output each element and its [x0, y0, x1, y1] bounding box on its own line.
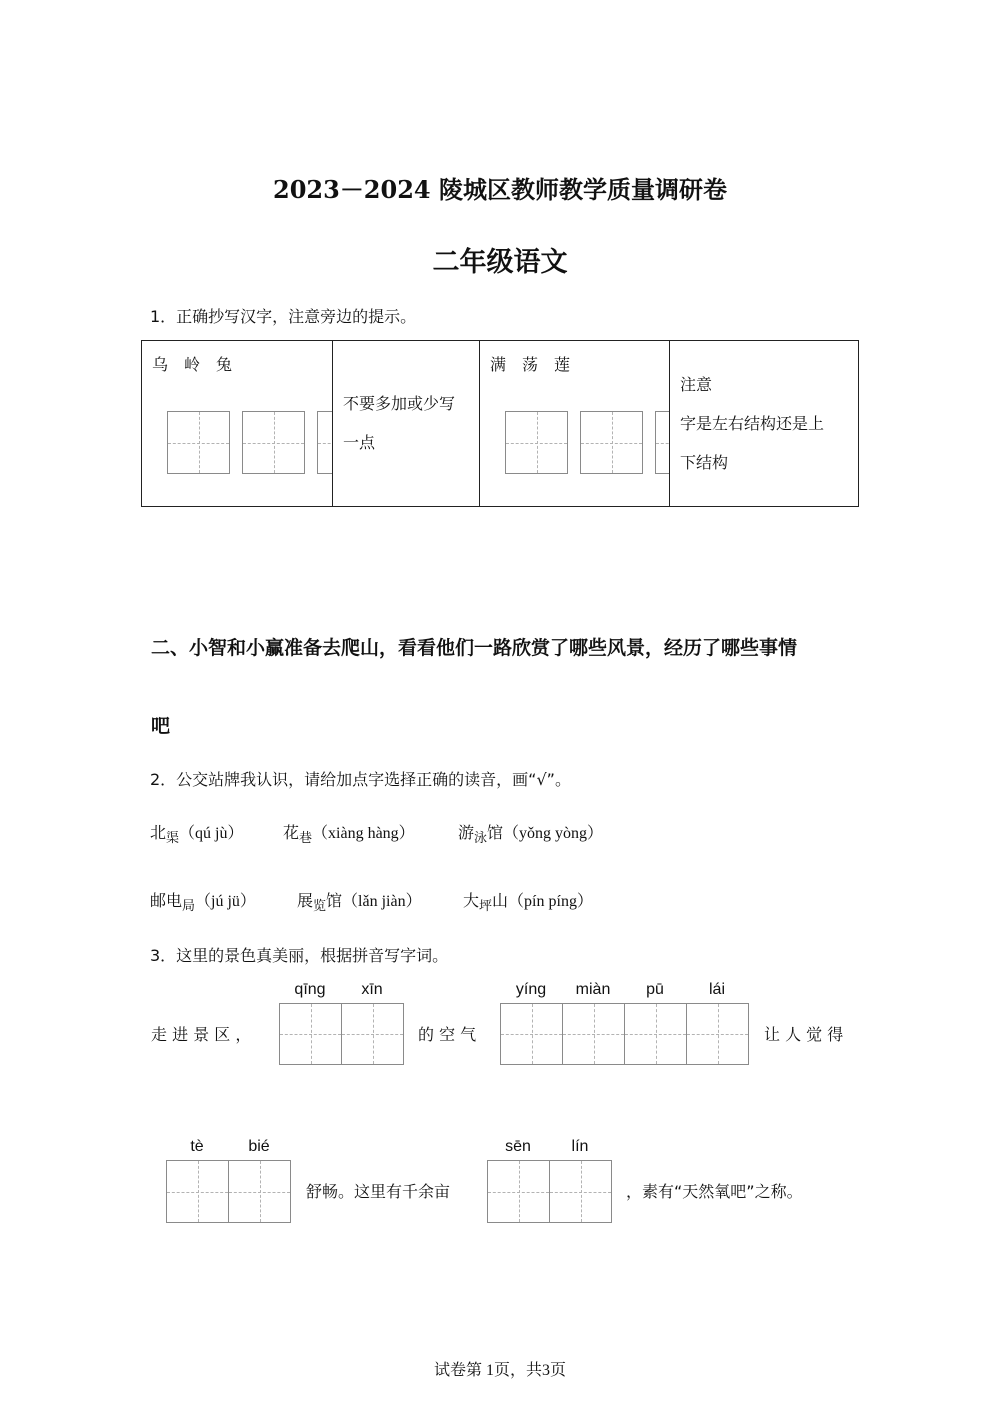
pinyin-label: tè: [190, 1138, 204, 1155]
q1-cell-group1: [142, 341, 332, 506]
writing-grid-box[interactable]: [487, 1160, 550, 1223]
section2-heading-line1: 二、小智和小赢准备去爬山，看看他们一路欣赏了哪些风景，经历了哪些事情: [151, 637, 798, 659]
pinyin-label: sēn: [505, 1138, 531, 1155]
writing-grid-box[interactable]: [242, 411, 305, 474]
writing-grid-box[interactable]: [686, 1003, 749, 1065]
writing-grid-box[interactable]: [562, 1003, 625, 1065]
pinyin-label: miàn: [575, 981, 611, 998]
writing-grid-box[interactable]: [166, 1160, 229, 1223]
q1-cell-group2: [480, 341, 669, 506]
q1-hint2-line3: 下结构: [680, 453, 729, 472]
pinyin-label: yíng: [515, 981, 547, 998]
q2-item-5: 展览馆（lǎn jiàn）: [297, 891, 422, 914]
q3-row2-text-a: 舒畅。这里有千余亩: [306, 1182, 451, 1201]
q2-item-3: 游泳馆（yǒng yòng）: [458, 823, 604, 846]
q2-item-4: 邮电局（jú jü）: [150, 891, 256, 914]
pinyin-label: lín: [571, 1138, 589, 1155]
pinyin-label: pū: [646, 981, 664, 998]
q1-prompt: 1．正确抄写汉字，注意旁边的提示。: [150, 307, 417, 326]
q1-hint2-line1: 注意: [680, 375, 713, 394]
q1-copy-table: [141, 340, 859, 507]
q3-row1-text-c: 让 人 觉 得: [764, 1025, 844, 1044]
pinyin-label: bié: [248, 1138, 270, 1155]
q3-row1-text-b: 的 空 气: [418, 1025, 477, 1044]
q3-row1-text-a: 走 进 景 区 ，: [151, 1025, 252, 1044]
q3-prompt: 3．这里的景色真美丽，根据拼音写字词。: [150, 946, 449, 965]
writing-grid-box[interactable]: [500, 1003, 563, 1065]
pinyin-label: lái: [708, 981, 725, 998]
q2-item-1: 北渠（qú jù）: [150, 823, 244, 846]
writing-grid-box[interactable]: [549, 1160, 612, 1223]
q2-item-6: 大坪山（pín píng）: [463, 891, 593, 914]
q1-hint2-line2: 字是左右结构还是上: [680, 414, 825, 433]
q2-prompt: 2．公交站牌我认识，请给加点字选择正确的读音，画“√”。: [150, 770, 571, 789]
q1-group2-chars: 满 荡 莲: [490, 355, 571, 374]
q3-row2-text-b: ，素有“天然氧吧”之称。: [626, 1182, 803, 1201]
writing-grid-box[interactable]: [317, 411, 332, 474]
q1-hint1-line2: 一点: [343, 433, 376, 452]
writing-grid-box[interactable]: [279, 1003, 342, 1065]
writing-grid-box[interactable]: [228, 1160, 291, 1223]
pinyin-label: xīn: [361, 981, 383, 998]
pinyin-label: qīng: [294, 981, 326, 998]
writing-grid-box[interactable]: [341, 1003, 404, 1065]
q2-item-2: 花巷（xiàng hàng）: [283, 823, 415, 846]
writing-grid-box[interactable]: [167, 411, 230, 474]
section2-heading-line2: 吧: [151, 715, 171, 737]
writing-grid-box[interactable]: [505, 411, 568, 474]
exam-subtitle: 二年级语文: [432, 247, 568, 278]
writing-grid-box[interactable]: [655, 411, 669, 474]
q1-group1-chars: 乌 岭 兔: [152, 355, 233, 374]
q1-hint1-line1: 不要多加或少写: [343, 394, 456, 413]
writing-grid-box[interactable]: [624, 1003, 687, 1065]
writing-grid-box[interactable]: [580, 411, 643, 474]
exam-title: 2023－2024 陵城区教师教学质量调研卷: [273, 175, 727, 204]
page-footer: 试卷第 1页，共3页: [433, 1362, 566, 1379]
